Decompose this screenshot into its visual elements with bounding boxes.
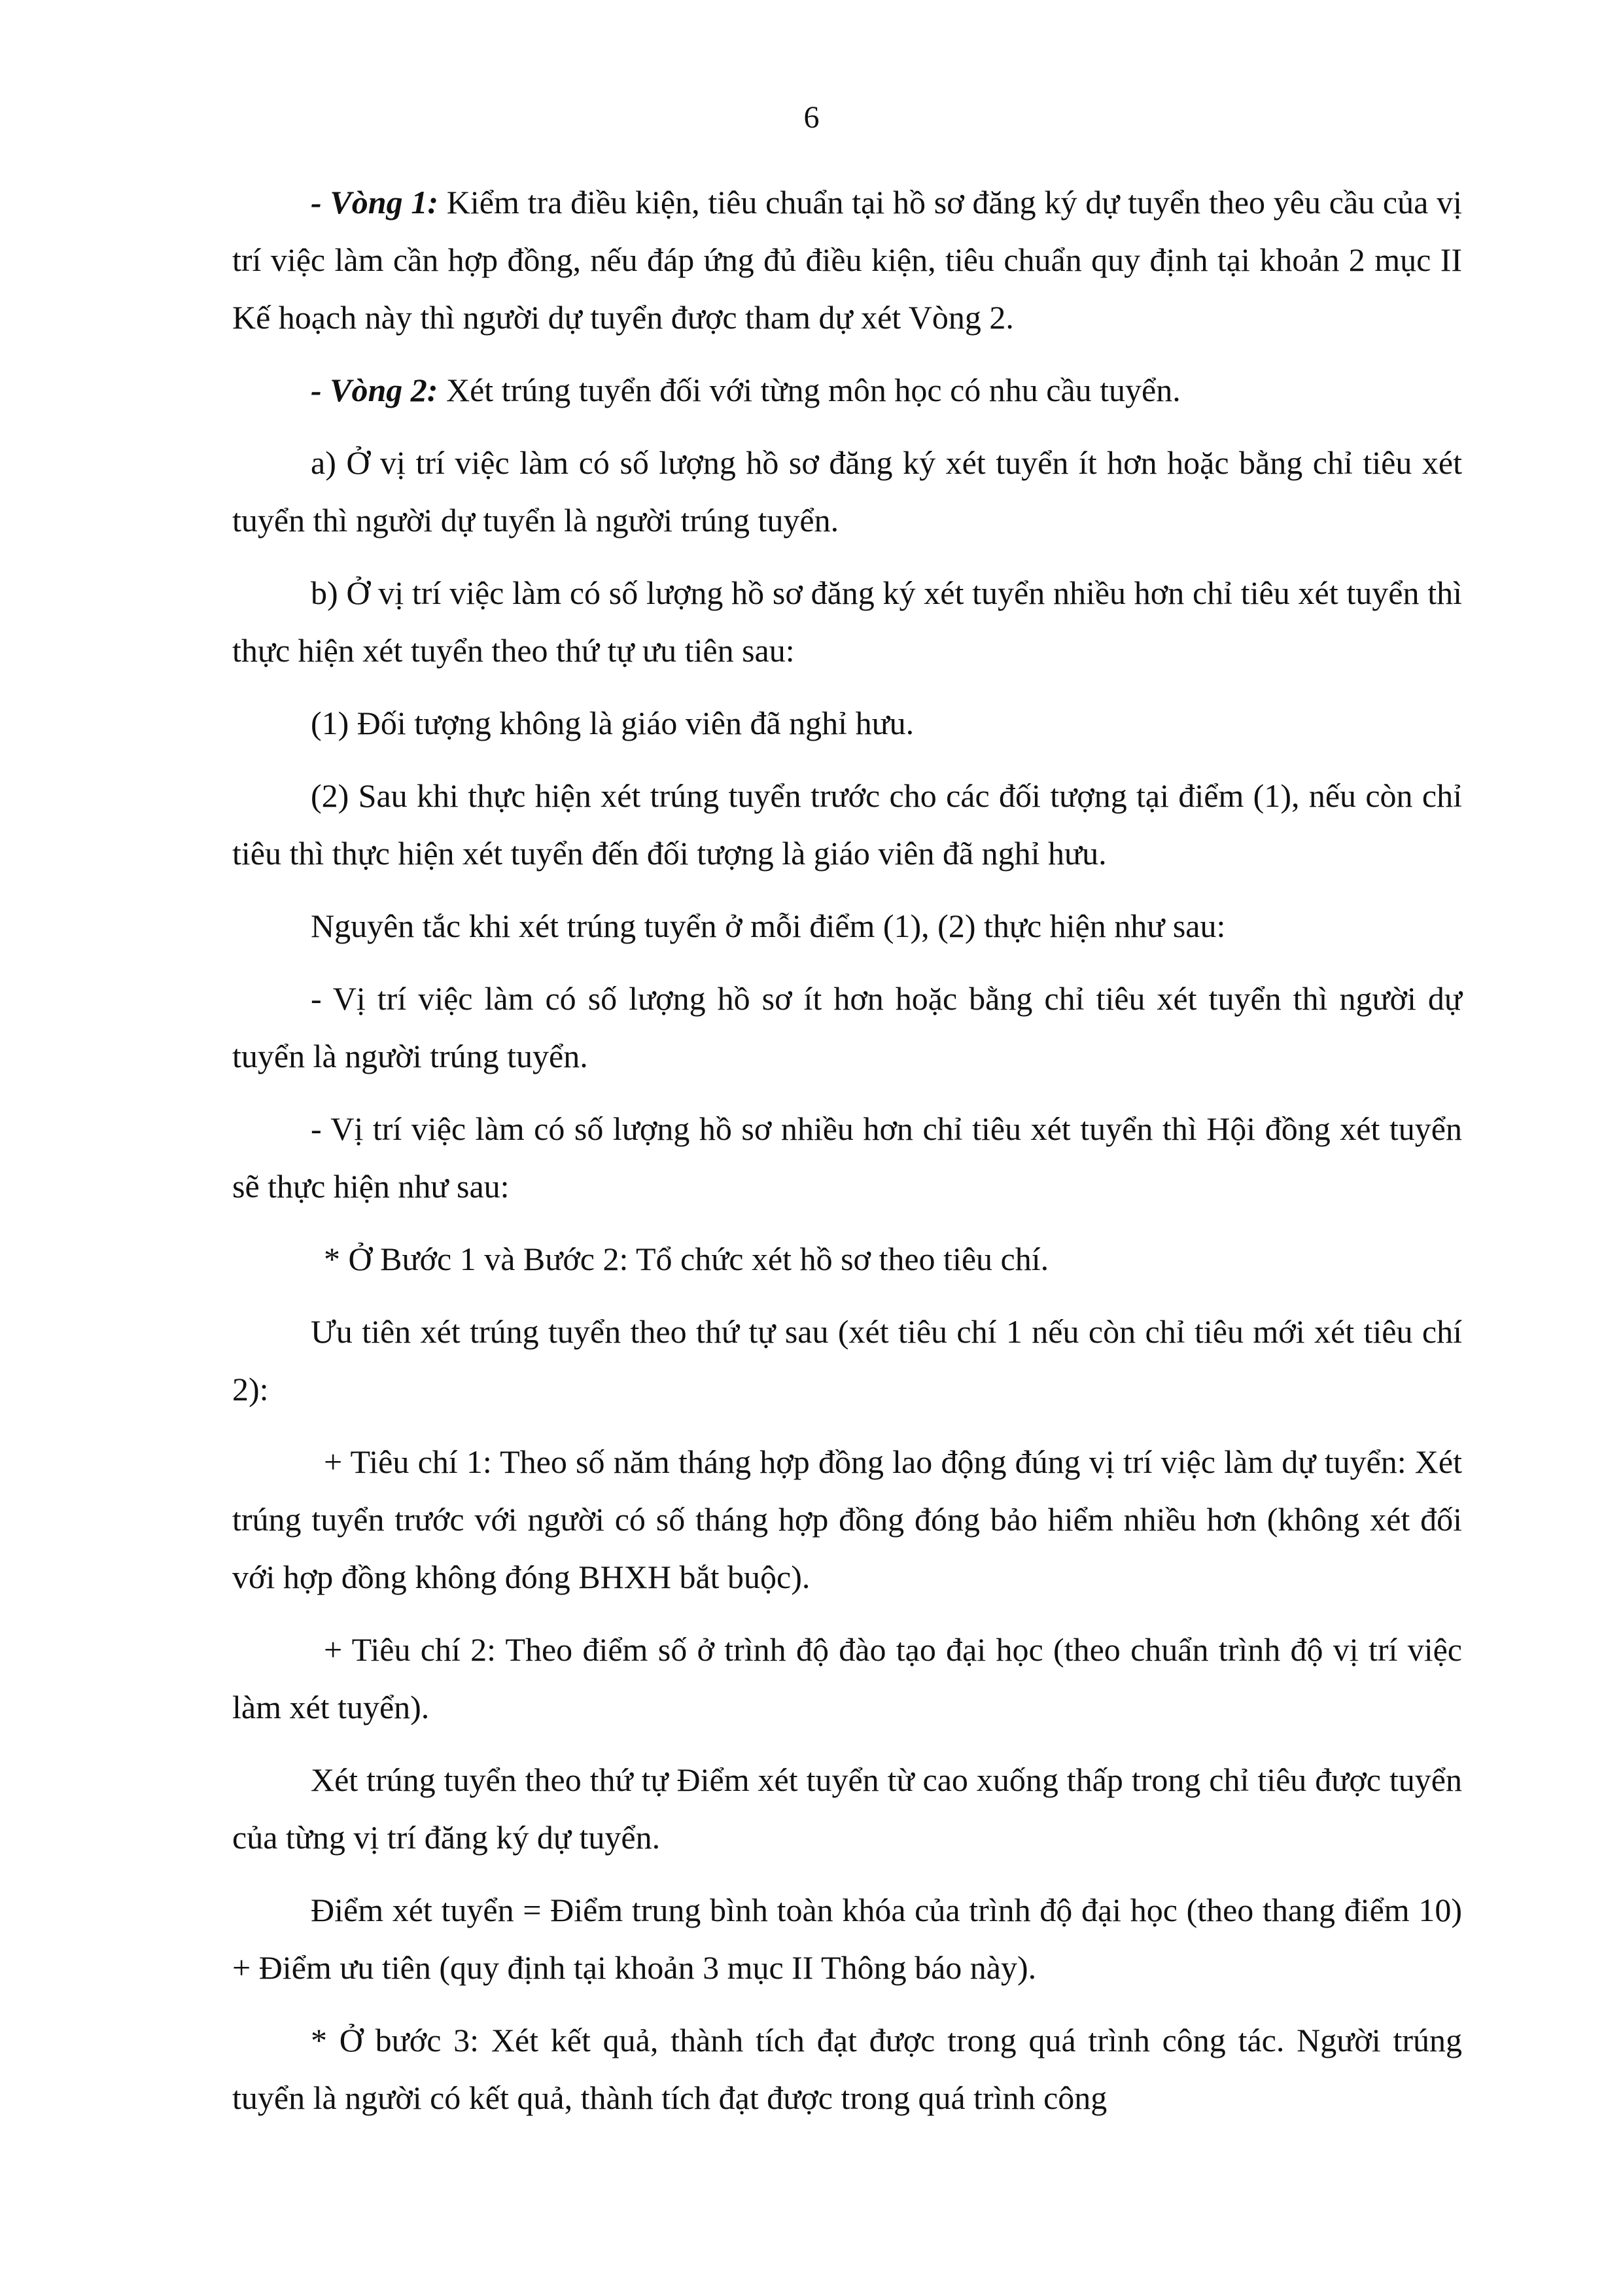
- paragraph-dash-1: - Vị trí việc làm có số lượng hồ sơ ít hơn hoặc bằng chỉ tiêu xét tuyển thì người dự tuyển là người trúng tuyển.: [232, 980, 1462, 1074]
- round-1-label: - Vòng 1:: [311, 184, 439, 221]
- round-2-text: Xét trúng tuyển đối với từng môn học có nhu cầu tuyển.: [438, 372, 1181, 408]
- paragraph-vong-2: [232, 361, 1462, 419]
- paragraph-item-a: a) Ở vị trí việc làm có số lượng hồ sơ đăng ký xét tuyển ít hơn hoặc bằng chỉ tiêu xét tuyển thì người dự tuyển là người trúng tuyển.: [232, 444, 1462, 539]
- paragraph-vong-1: [232, 173, 1462, 346]
- document-body: [232, 173, 1462, 2142]
- round-1-text: Kiểm tra điều kiện, tiêu chuẩn tại hồ sơ đăng ký dự tuyển theo yêu cầu của vị trí việc làm cần hợp đồng, nếu đáp ứng đủ điều kiện, tiêu chuẩn quy định tại khoản 2 mục II Kế hoạch này thì người dự tuyển được tham dự xét Vòng 2.: [232, 184, 1462, 336]
- paragraph-step-1-2: * Ở Bước 1 và Bước 2: Tổ chức xét hồ sơ theo tiêu chí.: [324, 1241, 1049, 1277]
- paragraph-ranking: Xét trúng tuyển theo thứ tự Điểm xét tuyển từ cao xuống thấp trong chỉ tiêu được tuyển của từng vị trí đăng ký dự tuyển.: [232, 1761, 1462, 1856]
- paragraph-priority-1: (1) Đối tượng không là giáo viên đã nghỉ hưu.: [311, 705, 915, 741]
- paragraph-principle: Nguyên tắc khi xét trúng tuyển ở mỗi điểm (1), (2) thực hiện như sau:: [311, 908, 1226, 944]
- page-number: 6: [803, 100, 820, 135]
- paragraph-criterion-1: + Tiêu chí 1: Theo số năm tháng hợp đồng lao động đúng vị trí việc làm dự tuyển: Xét trúng tuyển trước với người có số tháng hợp đồng đóng bảo hiểm nhiều hơn (không xét đối với hợp đồng không đóng BHXH bắt buộc).: [232, 1443, 1462, 1595]
- paragraph-criterion-2: + Tiêu chí 2: Theo điểm số ở trình độ đào tạo đại học (theo chuẩn trình độ vị trí việc làm xét tuyển).: [232, 1631, 1462, 1725]
- round-2-label: - Vòng 2:: [311, 372, 438, 408]
- paragraph-score-formula: Điểm xét tuyển = Điểm trung bình toàn khóa của trình độ đại học (theo thang điểm 10) + Điểm ưu tiên (quy định tại khoản 3 mục II Thông báo này).: [232, 1892, 1462, 1986]
- paragraph-item-b: b) Ở vị trí việc làm có số lượng hồ sơ đăng ký xét tuyển nhiều hơn chỉ tiêu xét tuyển thì thực hiện xét tuyển theo thứ tự ưu tiên sau:: [232, 574, 1462, 669]
- paragraph-priority-order: Ưu tiên xét trúng tuyển theo thứ tự sau (xét tiêu chí 1 nếu còn chỉ tiêu mới xét tiêu chí 2):: [232, 1313, 1462, 1407]
- paragraph-priority-2: (2) Sau khi thực hiện xét trúng tuyển trước cho các đối tượng tại điểm (1), nếu còn chỉ tiêu thì thực hiện xét tuyển đến đối tượng là giáo viên đã nghỉ hưu.: [232, 777, 1462, 872]
- paragraph-dash-2: - Vị trí việc làm có số lượng hồ sơ nhiều hơn chỉ tiêu xét tuyển thì Hội đồng xét tuyển sẽ thực hiện như sau:: [232, 1110, 1462, 1205]
- paragraph-step-3: * Ở bước 3: Xét kết quả, thành tích đạt được trong quá trình công tác. Người trúng tuyển là người có kết quả, thành tích đạt được trong quá trình công: [232, 2022, 1462, 2116]
